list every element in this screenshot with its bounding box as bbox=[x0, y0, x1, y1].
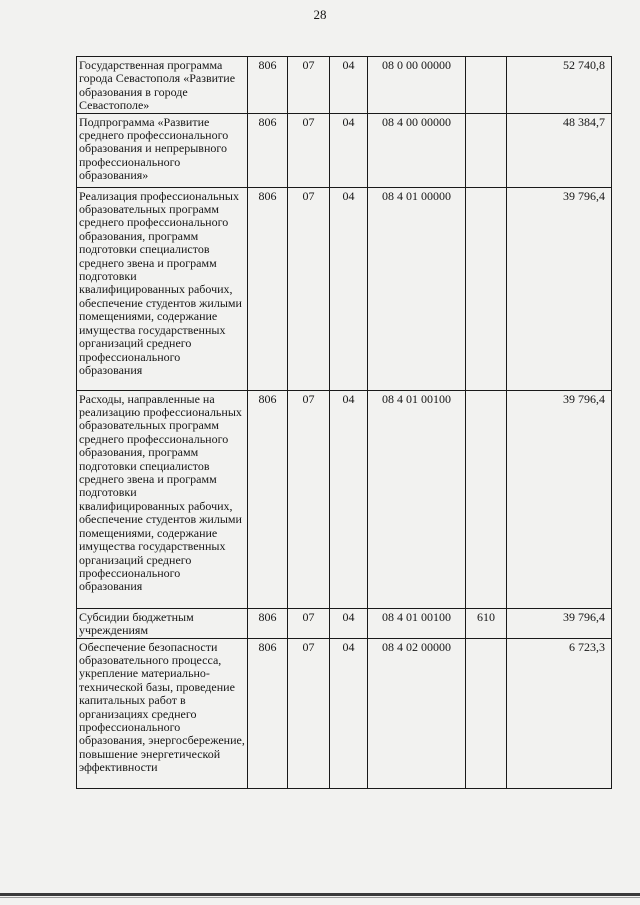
row-name: Обеспечение безопасности образовательного процесса, укрепление материально-технической базы, проведение капитальных работ в организациях среднего профессионального образования, энергосбережение, повышение энергетической эффективности bbox=[77, 638, 248, 788]
budget-table bbox=[76, 56, 612, 789]
expense-type-code bbox=[466, 57, 507, 114]
target-article-code: 08 4 00 00000 bbox=[368, 113, 466, 187]
ministry-code: 806 bbox=[248, 113, 288, 187]
expense-type-code: 610 bbox=[466, 608, 507, 638]
table-row bbox=[77, 187, 612, 390]
section-code: 07 bbox=[288, 113, 330, 187]
subsection-code: 04 bbox=[330, 608, 368, 638]
amount: 39 796,4 bbox=[507, 187, 612, 390]
table-row bbox=[77, 113, 612, 187]
section-code: 07 bbox=[288, 390, 330, 608]
ministry-code: 806 bbox=[248, 187, 288, 390]
target-article-code: 08 4 01 00000 bbox=[368, 187, 466, 390]
page-number: 28 bbox=[313, 7, 327, 22]
expense-type-code bbox=[466, 638, 507, 788]
row-name: Подпрограмма «Развитие среднего профессионального образования и непрерывного профессионального образования» bbox=[77, 113, 248, 187]
subsection-code: 04 bbox=[330, 638, 368, 788]
section-code: 07 bbox=[288, 57, 330, 114]
target-article-code: 08 4 01 00100 bbox=[368, 608, 466, 638]
ministry-code: 806 bbox=[248, 638, 288, 788]
table-row bbox=[77, 57, 612, 114]
scan-bottom-edge bbox=[0, 893, 640, 896]
target-article-code: 08 4 01 00100 bbox=[368, 390, 466, 608]
expense-type-code bbox=[466, 113, 507, 187]
row-name: Расходы, направленные на реализацию профессиональных образовательных программ среднего профессионального образования, программ подготовки специалистов среднего звена и программ подготовки квалифицированных рабочих, обеспечение студентов жилыми помещениями, содержание имущества государственных организаций среднего профессионального образования bbox=[77, 390, 248, 608]
target-article-code: 08 4 02 00000 bbox=[368, 638, 466, 788]
subsection-code: 04 bbox=[330, 390, 368, 608]
table-row bbox=[77, 390, 612, 608]
amount: 39 796,4 bbox=[507, 608, 612, 638]
amount: 48 384,7 bbox=[507, 113, 612, 187]
subsection-code: 04 bbox=[330, 113, 368, 187]
amount: 52 740,8 bbox=[507, 57, 612, 114]
row-name: Государственная программа города Севастополя «Развитие образования в городе Севастополе» bbox=[77, 57, 248, 114]
amount: 6 723,3 bbox=[507, 638, 612, 788]
scan-bottom-edge-light bbox=[0, 897, 640, 898]
subsection-code: 04 bbox=[330, 187, 368, 390]
amount: 39 796,4 bbox=[507, 390, 612, 608]
section-code: 07 bbox=[288, 638, 330, 788]
expense-type-code bbox=[466, 390, 507, 608]
table-row bbox=[77, 608, 612, 638]
ministry-code: 806 bbox=[248, 57, 288, 114]
row-name: Реализация профессиональных образовательных программ среднего профессионального образования, программ подготовки специалистов среднего звена и программ подготовки квалифицированных рабочих, обеспечение студентов жилыми помещениями, содержание имущества государственных организаций среднего профессионального образования bbox=[77, 187, 248, 390]
expense-type-code bbox=[466, 187, 507, 390]
target-article-code: 08 0 00 00000 bbox=[368, 57, 466, 114]
subsection-code: 04 bbox=[330, 57, 368, 114]
section-code: 07 bbox=[288, 608, 330, 638]
row-name: Субсидии бюджетным учреждениям bbox=[77, 608, 248, 638]
table-row bbox=[77, 638, 612, 788]
ministry-code: 806 bbox=[248, 608, 288, 638]
ministry-code: 806 bbox=[248, 390, 288, 608]
section-code: 07 bbox=[288, 187, 330, 390]
